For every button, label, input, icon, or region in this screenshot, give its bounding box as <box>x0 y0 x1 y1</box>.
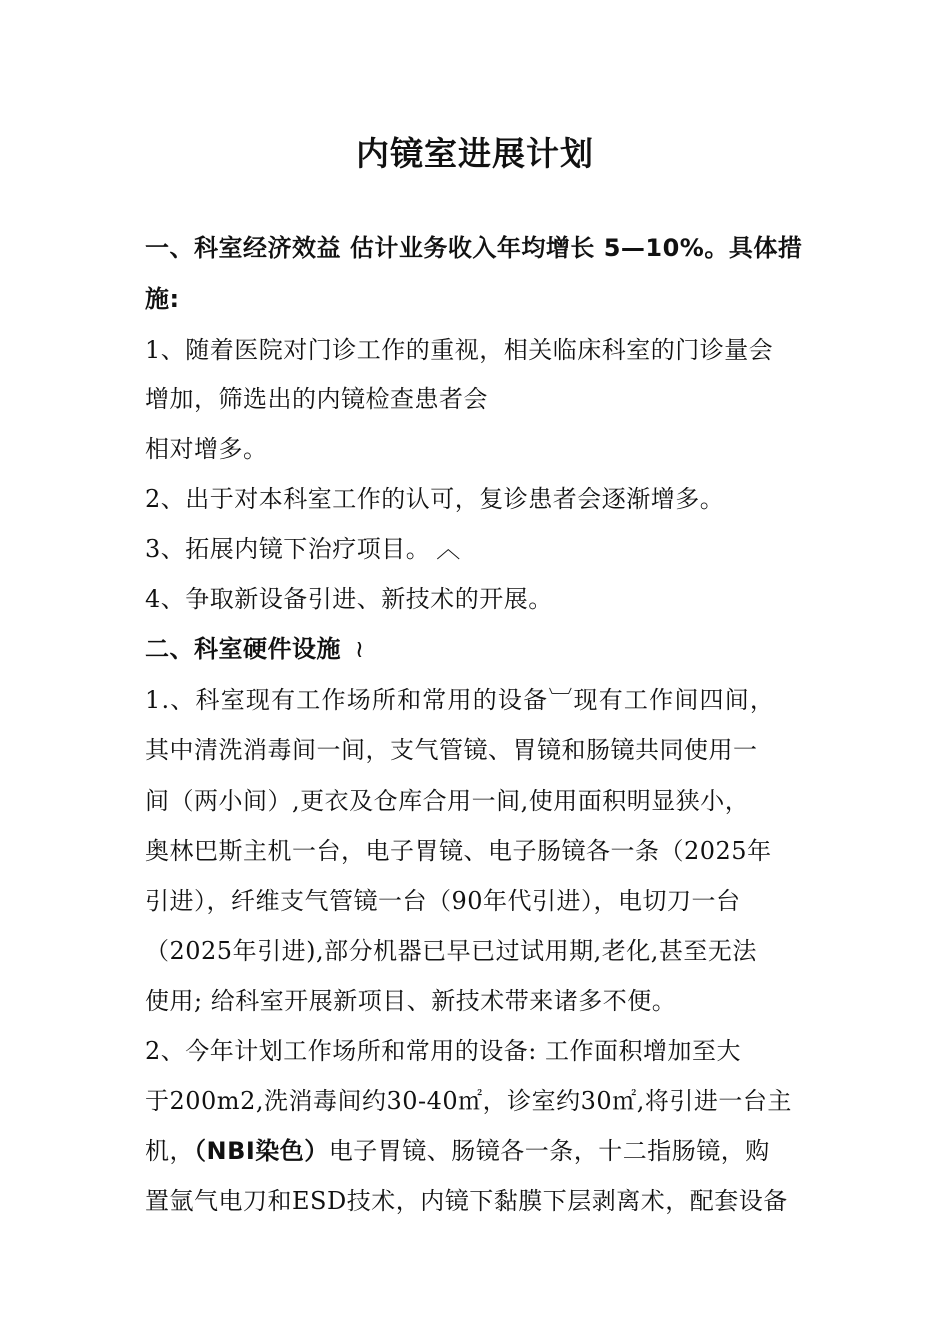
nbi-label: （NBI染色） <box>194 1137 329 1165</box>
section-1-heading: 一、科室经济效益 估计业务收入年均增长 5—10%。具体措 <box>145 234 803 262</box>
paragraph-line: 间（两小间）,更衣及仓库合用一间,使用面积明显狭小， <box>145 787 750 815</box>
paragraph-line: 2、今年计划工作场所和常用的设备: 工作面积增加至大 <box>145 1037 741 1065</box>
item-text: 电子胃镜、肠镜各一条，十二指肠镜，购 <box>328 1137 770 1165</box>
paragraph-line: 引进），纤维支气管镜一台（90年代引进），电切刀一台 <box>145 887 741 915</box>
item-text: 3、拓展内镜下治疗项目。 <box>145 535 431 563</box>
paragraph-line: 增加，筛选出的内镜检查患者会 <box>145 385 488 413</box>
heading-text: 二、科室硬件设施 <box>145 635 341 663</box>
caret-icon: ︿ <box>436 535 461 563</box>
paragraph-line: 相对增多。 <box>145 435 268 463</box>
paragraph-line: 4、争取新设备引进、新技术的开展。 <box>145 585 553 613</box>
paragraph-line <box>145 534 461 564</box>
section-1-heading-cont: 施: <box>145 285 180 313</box>
paragraph-line: 1、随着医院对门诊工作的重视，相关临床科室的门诊量会 <box>145 336 774 364</box>
paragraph-line <box>145 1136 770 1166</box>
paragraph-line: 奥林巴斯主机一台，电子胃镜、电子肠镜各一条（2025年 <box>145 837 772 865</box>
paragraph-line <box>145 685 775 715</box>
paragraph-line: （2025年引进),部分机器已早已过试用期,老化,甚至无法 <box>145 937 757 965</box>
paragraph-line: 于200m2,洗消毒间约30-40㎡，诊室约30㎡,将引进一台主 <box>145 1087 792 1115</box>
bracket-icon: ︺ <box>548 686 574 714</box>
tilde-icon: ≀ <box>355 635 365 663</box>
item-text: 1.、科室现有工作场所和常用的设备 <box>145 686 549 714</box>
paragraph-line: 2、出于对本科室工作的认可，复诊患者会逐渐增多。 <box>145 485 725 513</box>
page-title: 内镜室进展计划 <box>356 134 594 173</box>
paragraph-line: 使用; 给科室开展新项目、新技术带来诸多不便。 <box>145 987 677 1015</box>
item-text: 现有工作间四间， <box>573 686 776 714</box>
section-2-heading <box>145 634 365 664</box>
paragraph-line: 其中清洗消毒间一间，支气管镜、胃镜和肠镜共同使用一 <box>145 736 758 764</box>
item-text: 机， <box>145 1137 194 1165</box>
paragraph-line: 置氩气电刀和ESD技术，内镜下黏膜下层剥离术，配套设备 <box>145 1187 788 1215</box>
